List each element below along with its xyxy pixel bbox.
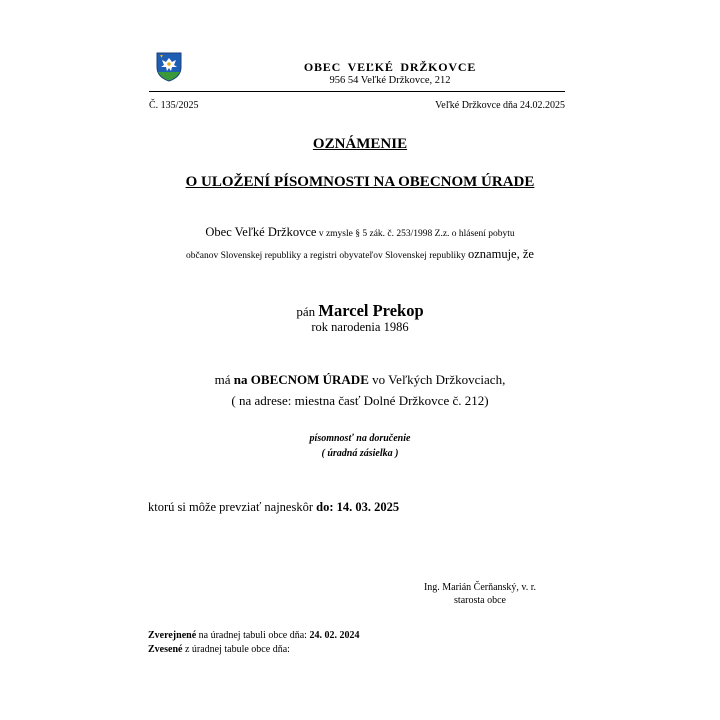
pickup-deadline: do: 14. 03. 2025 <box>316 500 400 514</box>
recipient-birth-year: rok narodenia 1986 <box>311 320 409 334</box>
item-type: ( úradná zásielka ) <box>321 448 399 459</box>
location-lead: má <box>214 372 234 387</box>
intro-lead: Obec Veľké Držkovce <box>205 225 317 239</box>
recipient-line <box>0 301 720 321</box>
location-bold-na: na <box>233 372 248 387</box>
intro-tail: , že <box>516 247 534 261</box>
published-label: Zverejnené <box>148 630 197 641</box>
organization-name: OBEC VEĽKÉ DRŽKOVCE <box>303 60 477 74</box>
item-label: písomnosť na doručenie <box>309 433 411 444</box>
intro-body-1: v zmysle § 5 zák. č. 253/1998 Z.z. o hlásení pobytu <box>316 229 515 239</box>
removed-text: z úradnej tabule obce dňa: <box>182 644 290 655</box>
municipal-crest-icon <box>156 52 182 82</box>
signatory-role: starosta obce <box>454 595 506 606</box>
location-tail: vo Veľkých Držkovciach, <box>368 372 506 387</box>
recipient-prefix: pán <box>296 304 319 319</box>
location-bold-office: OBECNOM ÚRADE <box>250 372 369 387</box>
document-title: OZNÁMENIE <box>312 136 408 152</box>
place-and-date: Veľké Držkovce dňa 24.02.2025 <box>435 100 565 111</box>
signatory-name: Ing. Marián Čerňanský, v. r. <box>423 582 537 593</box>
location-line <box>0 372 720 388</box>
published-date: 24. 02. 2024 <box>309 630 360 641</box>
organization-address: 956 54 Veľké Držkovce, 212 <box>329 75 451 86</box>
header-divider <box>149 91 565 92</box>
removed-label: Zvesené <box>148 644 183 655</box>
intro-paragraph <box>140 222 580 266</box>
intro-verb: oznamuje <box>468 247 517 261</box>
document-subtitle: O ULOŽENÍ PÍSOMNOSTI NA OBECNOM ÚRADE <box>185 174 535 190</box>
pickup-line <box>148 500 399 515</box>
intro-body-2: občanov Slovenskej republiky a registri obyvateľov Slovenskej republiky <box>186 251 468 261</box>
published-text: na úradnej tabuli obce dňa: <box>196 630 310 641</box>
reference-number: Č. 135/2025 <box>149 100 199 111</box>
location-address: ( na adrese: miestna časť Dolné Držkovce č. 212) <box>231 393 489 408</box>
published-line <box>148 630 359 641</box>
removed-line <box>148 644 290 655</box>
pickup-lead: ktorú si môže prevziať najneskôr <box>148 500 317 514</box>
recipient-name: Marcel Prekop <box>318 301 424 320</box>
